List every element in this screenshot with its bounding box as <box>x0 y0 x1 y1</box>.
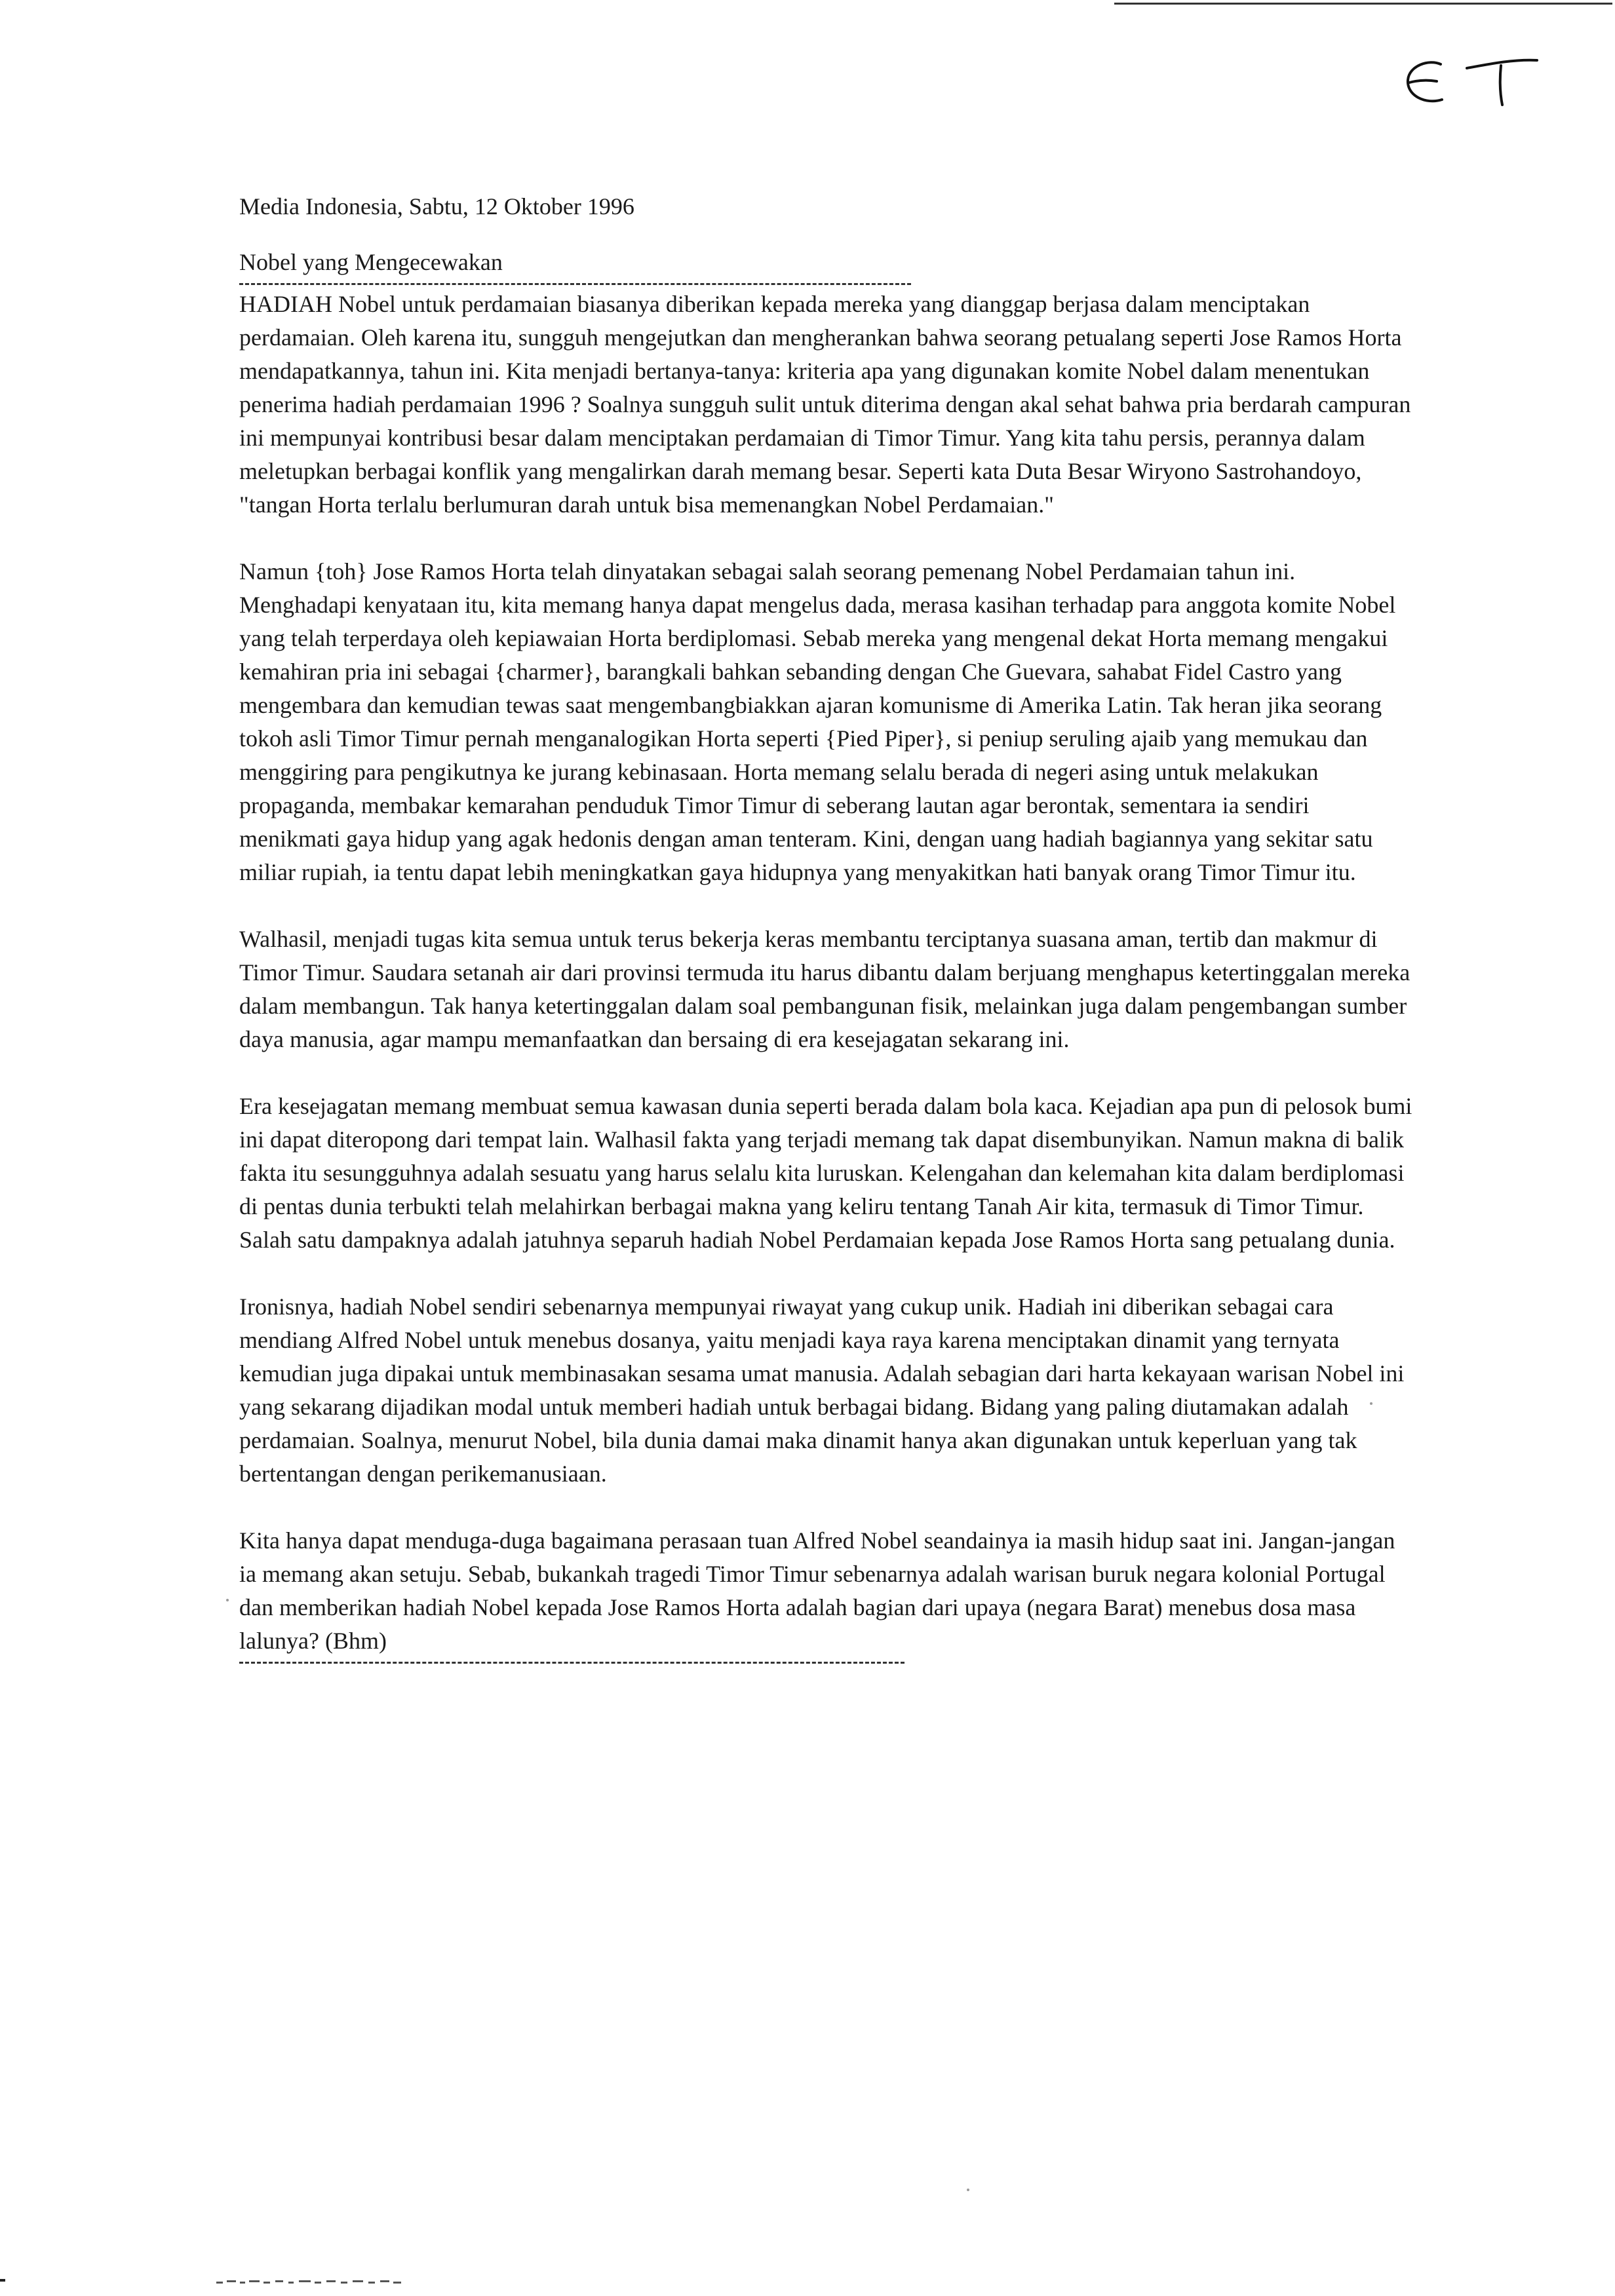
header-spacer <box>239 223 1412 246</box>
scan-speck <box>1370 1402 1372 1405</box>
document-body <box>239 190 1412 1664</box>
scan-top-edge-rule <box>1114 3 1612 5</box>
source-line: Media Indonesia, Sabtu, 12 Oktober 1996 <box>239 193 634 220</box>
paragraph-4: Era kesejagatan memang membuat semua kawasan dunia seperti berada dalam bola kaca. Kejadian apa pun di pelosok bumi ini dapat diteropong dari tempat lain. Walhasil fakta yang terjadi memang tak dapat disembunyikan. Namun makna di balik fakta itu sesungguhnya adalah sesuatu yang harus selalu kita luruskan. Kelengahan dan kelemahan kita dalam berdiplomasi di pentas dunia terbukti telah melahirkan berbagai makna yang keliru tentang Tanah Air kita, termasuk di Timor Timur. Salah satu dampaknya adalah jatuhnya separuh hadiah Nobel Perdamaian kepada Jose Ramos Horta sang petualang dunia. <box>239 1093 1412 1253</box>
scan-footer-artifact <box>0 2267 590 2293</box>
paragraph-6: Kita hanya dapat menduga-duga bagaimana perasaan tuan Alfred Nobel seandainya ia masih hidup saat ini. Jangan-jangan ia memang akan setuju. Sebab, bukankah tragedi Timor Timur sebenarnya adalah warisan buruk negara kolonial Portugal dan memberikan hadiah Nobel kepada Jose Ramos Horta adalah bagian dari upaya (negara Barat) menebus dosa masa lalunya? (Bhm) <box>239 1527 1395 1654</box>
top-dashed-divider <box>239 283 911 285</box>
handwritten-initials <box>1390 39 1547 131</box>
paragraph-2: Namun {toh} Jose Ramos Horta telah dinyatakan sebagai salah seorang pemenang Nobel Perdamaian tahun ini. Menghadapi kenyataan itu, kita memang hanya dapat mengelus dada, merasa kasihan terhadap para anggota komite Nobel yang telah terperdaya oleh kepiawaian Horta berdiplomasi. Sebab mereka yang mengenal dekat Horta memang mengakui kemahiran pria ini sebagai {charmer}, barangkali bahkan sebanding dengan Che Guevara, sahabat Fidel Castro yang mengembara dan kemudian tewas saat mengembangbiakkan ajaran komunisme di Amerika Latin. Tak heran jika seorang tokoh asli Timor Timur pernah menganalogikan Horta seperti {Pied Piper}, si peniup seruling ajaib yang memukau dan menggiring para pengikutnya ke jurang kebinasaan. Horta memang selalu berada di negeri asing untuk melakukan propaganda, membakar kemarahan penduduk Timor Timur di seberang lautan agar berontak, sementara ia sendiri menikmati gaya hidup yang agak hedonis dengan aman tenteram. Kini, dengan uang hadiah bagiannya yang sekitar satu miliar rupiah, ia tentu dapat lebih meningkatkan gaya hidupnya yang menyakitkan hati banyak orang Timor Timur itu. <box>239 558 1396 885</box>
bottom-dashed-divider <box>239 1662 905 1664</box>
scan-speck <box>226 1599 229 1601</box>
article-title: Nobel yang Mengecewakan <box>239 249 503 275</box>
scan-speck <box>967 2189 969 2191</box>
paragraph-3: Walhasil, menjadi tugas kita semua untuk terus bekerja keras membantu terciptanya suasana aman, tertib dan makmur di Timor Timur. Saudara setanah air dari provinsi termuda itu harus dibantu dalam berjuang menghapus ketertinggalan mereka dalam membangun. Tak hanya ketertinggalan dalam soal pembangunan fisik, melainkan juga dalam pengembangan sumber daya manusia, agar mampu memanfaatkan dan bersaing di era kesejagatan sekarang ini. <box>239 926 1411 1052</box>
paragraph-1: HADIAH Nobel untuk perdamaian biasanya diberikan kepada mereka yang dianggap berjasa dalam menciptakan perdamaian. Oleh karena itu, sungguh mengejutkan dan mengherankan bahwa seorang petualang seperti Jose Ramos Horta mendapatkannya, tahun ini. Kita menjadi bertanya-tanya: kriteria apa yang digunakan komite Nobel dalam menentukan penerima hadiah perdamaian 1996 ? Soalnya sungguh sulit untuk diterima dengan akal sehat bahwa pria berdarah campuran ini mempunyai kontribusi besar dalam menciptakan perdamaian di Timor Timur. Yang kita tahu persis, perannya dalam meletupkan berbagai konflik yang mengalirkan darah memang besar. Seperti kata Duta Besar Wiryono Sastrohandoyo, "tangan Horta terlalu berlumuran darah untuk bisa memenangkan Nobel Perdamaian." <box>239 291 1411 518</box>
paragraph-5: Ironisnya, hadiah Nobel sendiri sebenarnya mempunyai riwayat yang cukup unik. Hadiah ini diberikan sebagai cara mendiang Alfred Nobel untuk menebus dosanya, yaitu menjadi kaya raya karena menciptakan dinamit yang ternyata kemudian juga dipakai untuk membinasakan sesama umat manusia. Adalah sebagian dari harta kekayaan warisan Nobel ini yang sekarang dijadikan modal untuk memberi hadiah untuk berbagai bidang. Bidang yang paling diutamakan adalah perdamaian. Soalnya, menurut Nobel, bila dunia damai maka dinamit hanya akan digunakan untuk keperluan yang tak bertentangan dengan perikemanusiaan. <box>239 1293 1405 1487</box>
